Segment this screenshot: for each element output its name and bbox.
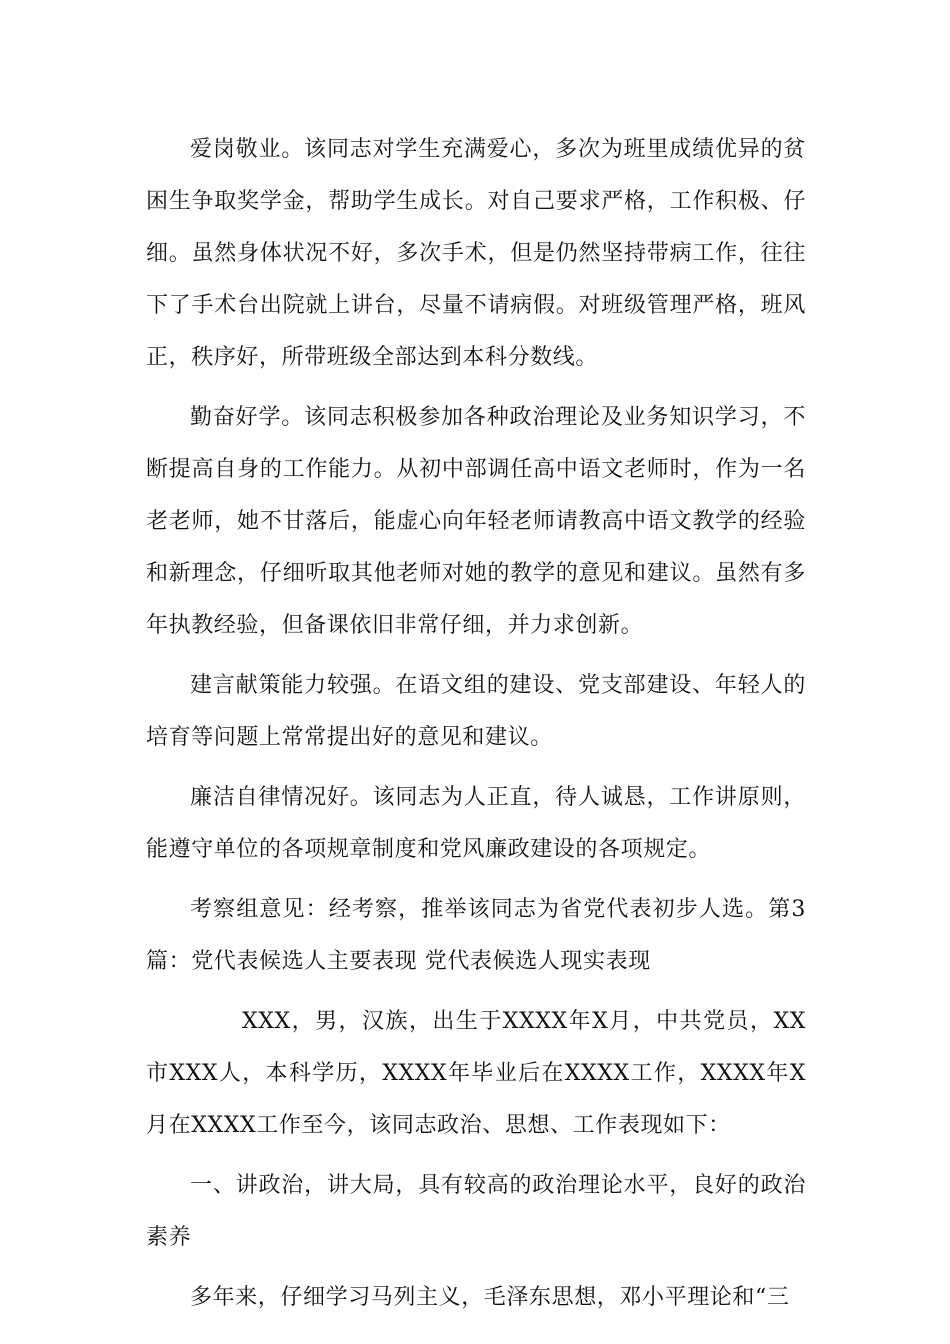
document-body [146,124,806,1324]
paragraph-spacer [146,652,806,660]
paragraph-advice: 建言献策能力较强。在语文组的建设、党支部建设、年轻人的培育等问题上常常提出好的意见和建议。 [146,673,806,750]
paragraph-spacer [146,876,806,884]
paragraph-integrity: 廉洁自律情况好。该同志为人正直，待人诚恳，工作讲原则，能遵守单位的各项规章制度和党风廉政建设的各项规定。 [146,785,806,862]
paragraph-study-theory: 多年来，仔细学习马列主义，毛泽东思想，邓小平理论和“三 [190,1285,790,1310]
paragraph-spacer [146,1264,806,1272]
paragraph-spacer [146,1152,806,1160]
paragraph-dedication: 爱岗敬业。该同志对学生充满爱心，多次为班里成绩优异的贫困生争取奖学金，帮助学生成长。对自己要求严格，工作积极、仔细。虽然身体状况不好，多次手术，但是仍然坚持带病工作，往往下了手术台出院就上讲台，尽量不请病假。对班级管理严格，班风正，秩序好，所带班级全部达到本科分数线。 [146,137,806,370]
paragraph-studious: 勤奋好学。该同志积极参加各种政治理论及业务知识学习，不断提高自身的工作能力。从初中部调任高中语文老师时，作为一名老老师，她不甘落后，能虚心向年轻老师请教高中语文教学的经验和新理念，仔细听取其他老师对她的教学的意见和建议。虽然有多年执教经验，但备课依旧非常仔细，并力求创新。 [146,405,806,638]
paragraph-spacer [146,384,806,392]
paragraph-conclusion: 考察组意见：经考察，推举该同志为省党代表初步人选。第3篇：党代表候选人主要表现 党代表候选人现实表现 [146,897,806,974]
paragraph-profile: XXX，男，汉族，出生于XXXX年X月，中共党员，XX市XXX人，本科学历，XXXX年毕业后在XXXX工作，XXXX年X月在XXXX工作至今，该同志政治、思想、工作表现如下： [146,1009,806,1138]
paragraph-spacer [146,764,806,772]
section-heading-politics: 一、讲政治，讲大局，具有较高的政治理论水平，良好的政治素养 [146,1173,806,1250]
paragraph-spacer [146,988,806,996]
